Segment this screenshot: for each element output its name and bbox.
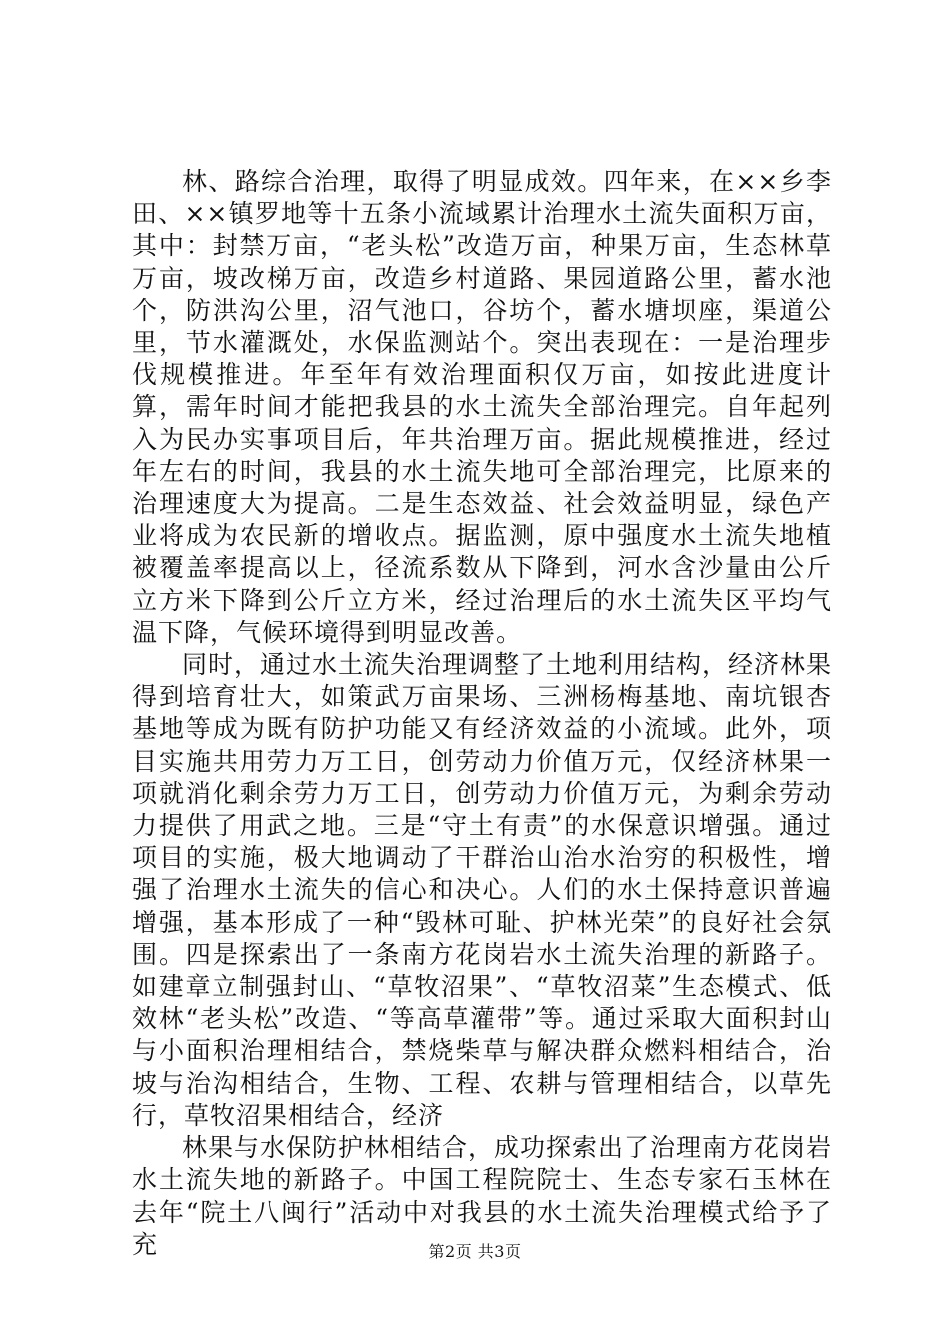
- paragraph-3: 林果与水保防护林相结合，成功探索出了治理南方花岗岩水土流失地的新路子。中国工程院院士、生态专家石玉林在去年“院土八闽行”活动中对我县的水土流失治理模式给予了充: [132, 1133, 833, 1259]
- paragraph-2: 同时，通过水土流失治理调整了土地利用结构，经济林果得到培育壮大，如策武万亩果场、三洲杨梅基地、南坑银杏基地等成为既有防护功能又有经济效益的小流域。此外，项目实施共用劳力万工日，创劳动力价值万元，仅经济林果一项就消化剩余劳力万工日，创劳动力价值万元，为剩余劳动力提供了用武之地。三是“守土有责”的水保意识增强。通过项目的实施，极大地调动了干群治山治水治穷的积极性，增强了治理水土流失的信心和决心。人们的水土保持意识普遍增强，基本形成了一种“毁林可耻、护林光荣”的良好社会氛围。四是探索出了一条南方花岗岩水土流失治理的新路子。如建章立制强封山、“草牧沼果”、“草牧沼菜”生态模式、低效林“老头松”改造、“等高草灌带”等。通过采取大面积封山与小面积治理相结合，禁烧柴草与解决群众燃料相结合，治坡与治沟相结合，生物、工程、农耕与管理相结合，以草先行，草牧沼果相结合，经济: [132, 650, 833, 1130]
- document-body: [132, 166, 832, 1261]
- paragraph-1: 林、路综合治理，取得了明显成效。四年来，在××乡李田、××镇罗地等十五条小流域累计治理水土流失面积万亩，其中：封禁万亩，“老头松”改造万亩，种果万亩，生态林草万亩，坡改梯万亩，改造乡村道路、果园道路公里，蓄水池个，防洪沟公里，沼气池口，谷坊个，蓄水塘坝座，渠道公里，节水灌溉处，水保监测站个。突出表现在：一是治理步伐规模推进。年至年有效治理面积仅万亩，如按此进度计算，需年时间才能把我县的水土流失全部治理完。自年起列入为民办实事项目后，年共治理万亩。据此规模推进，经过年左右的时间，我县的水土流失地可全部治理完，比原来的治理速度大为提高。二是生态效益、社会效益明显，绿色产业将成为农民新的增收点。据监测，原中强度水土流失地植被覆盖率提高以上，径流系数从下降到，河水含沙量由公斤立方米下降到公斤立方米，经过治理后的水土流失区平均气温下降，气候环境得到明显改善。: [132, 167, 832, 647]
- page-number-footer: 第2页 共3页: [428, 1242, 522, 1261]
